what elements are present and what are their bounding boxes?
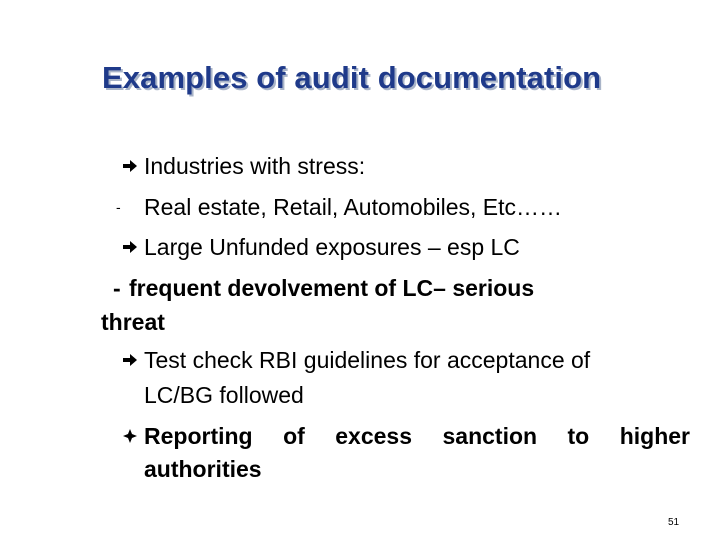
- diamond-bullet-icon: [123, 429, 137, 443]
- arrow-right-icon: [122, 239, 138, 255]
- arrow-right-icon: [122, 352, 138, 368]
- bullet-text-3: Large Unfunded exposures – esp LC: [144, 234, 520, 260]
- bullet-text-1: Industries with stress:: [144, 153, 366, 179]
- arrow-right-icon: [122, 158, 138, 174]
- bullet-text-2: Real estate, Retail, Automobiles, Etc……: [144, 194, 563, 220]
- bullet-text-8: Reporting of excess sanction to higher: [144, 423, 690, 449]
- bullet-text-9: authorities: [144, 456, 262, 482]
- slide-title: Examples of audit documentation: [102, 60, 602, 95]
- page-number: 51: [668, 517, 680, 528]
- bullet-text-7: LC/BG followed: [144, 382, 304, 408]
- bullet-text-6: Test check RBI guidelines for acceptance of: [144, 347, 591, 373]
- bullet-text-5: threat: [101, 309, 165, 335]
- dash-marker: -: [113, 275, 121, 301]
- dash-marker: -: [116, 199, 121, 215]
- bullet-text-4: frequent devolvement of LC– serious: [129, 275, 535, 301]
